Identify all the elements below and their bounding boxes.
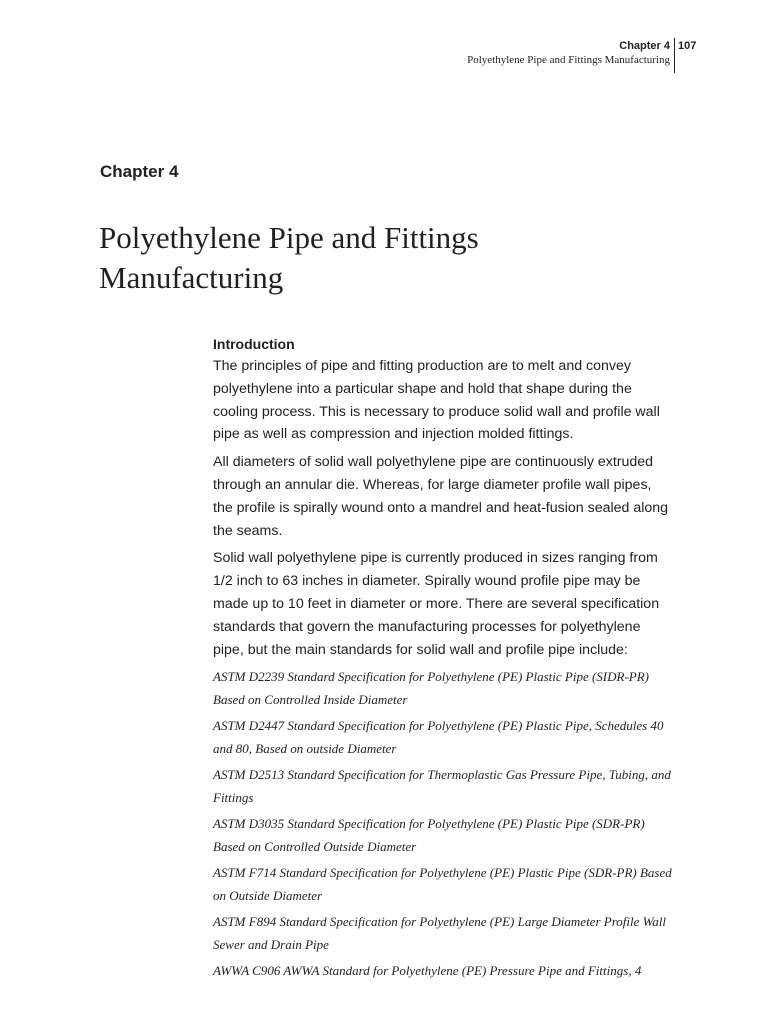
- intro-paragraph: All diameters of solid wall polyethylene pipe are continuously extruded through an annular die. Whereas, for large diameter profile wall pipes, the profile is spirally wound onto a mandrel and heat-fusion sealed along the seams.: [213, 454, 669, 539]
- standard-item: ASTM D3035 Standard Specification for Polyethylene (PE) Plastic Pipe (SDR-PR) Based on Controlled Outside Diameter: [213, 816, 645, 854]
- section-heading-introduction: Introduction: [213, 336, 295, 352]
- standard-item: ASTM D2447 Standard Specification for Polyethylene (PE) Plastic Pipe, Schedules 40 and 80, Based on outside Diameter: [213, 718, 664, 756]
- chapter-title-line-1: Polyethylene Pipe and Fittings: [99, 220, 479, 255]
- running-header-chapter: Chapter 4: [619, 40, 670, 52]
- running-header: [467, 39, 670, 67]
- header-divider: [674, 38, 675, 73]
- chapter-title-line-2: Manufacturing: [99, 260, 284, 295]
- page-number: 107: [678, 40, 697, 52]
- body-column: [213, 333, 675, 987]
- intro-paragraph: Solid wall polyethylene pipe is currently produced in sizes ranging from 1/2 inch to 63 inches in diameter. Spirally wound profile pipe may be made up to 10 feet in diameter or more. There are several specification standards that govern the manufacturing processes for polyethylene pipe, but the main standards for solid wall and profile pipe include:: [213, 550, 660, 658]
- intro-paragraph: The principles of pipe and fitting production are to melt and convey polyethylene into a particular shape and hold that shape during the cooling process. This is necessary to produce solid wall and profile wall pipe as well as compression and injection molded fittings.: [213, 358, 660, 443]
- chapter-title: [99, 218, 659, 298]
- standard-item: AWWA C906 AWWA Standard for Polyethylene (PE) Pressure Pipe and Fittings, 4: [213, 963, 642, 979]
- standard-item: ASTM F714 Standard Specification for Polyethylene (PE) Plastic Pipe (SDR-PR) Based on Outside Diameter: [213, 865, 672, 903]
- standard-item: ASTM D2513 Standard Specification for Thermoplastic Gas Pressure Pipe, Tubing, and Fittings: [213, 767, 671, 805]
- running-header-title: Polyethylene Pipe and Fittings Manufacturing: [467, 54, 670, 66]
- standard-item: ASTM F894 Standard Specification for Polyethylene (PE) Large Diameter Profile Wall Sewer and Drain Pipe: [213, 914, 666, 952]
- standard-item: ASTM D2239 Standard Specification for Polyethylene (PE) Plastic Pipe (SIDR-PR) Based on Controlled Inside Diameter: [213, 669, 649, 707]
- standards-list: [213, 666, 675, 983]
- chapter-label: Chapter 4: [100, 162, 179, 181]
